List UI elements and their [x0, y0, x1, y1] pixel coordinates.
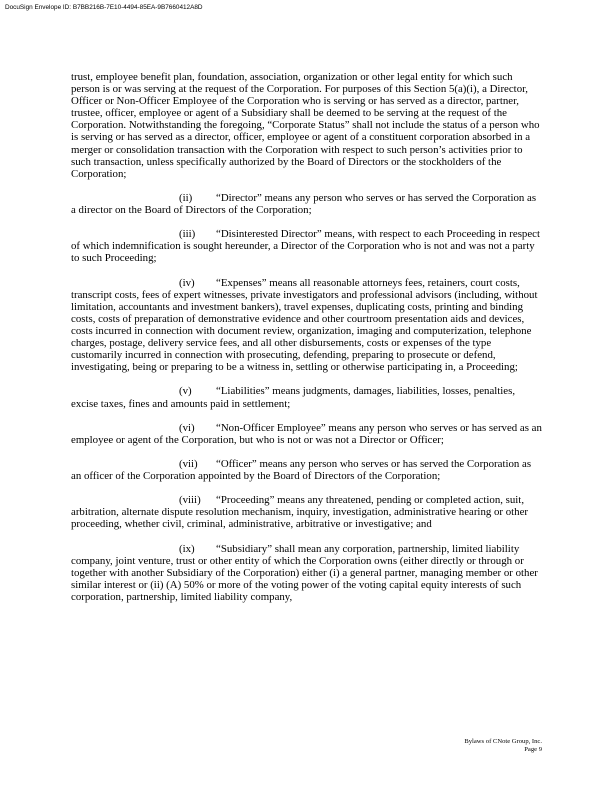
definition-text: “Liabilities” means judgments, damages, liabilities, losses, penalties, excise taxes, fines and amounts paid in settlement; — [71, 385, 516, 410]
definition-v — [71, 385, 543, 409]
definition-iii — [71, 228, 543, 264]
definition-iv — [71, 277, 543, 374]
definition-vi — [71, 422, 543, 446]
page-footer — [464, 738, 542, 754]
definition-ix — [71, 543, 543, 603]
definition-label: (v) — [179, 385, 192, 398]
definition-text: “Disinterested Director” means, with respect to each Proceeding in respect of which indemnification is sought hereunder, a Director of the Corporation who is not and was not a party to such Proceeding; — [71, 228, 540, 265]
definition-text: “Director” means any person who serves or has served the Corporation as a director on the Board of Directors of the Corporation; — [71, 191, 537, 217]
definition-vii — [71, 458, 543, 482]
definition-viii — [71, 494, 543, 530]
envelope-id: DocuSign Envelope ID: B7BB216B-7E10-4494-85EA-9B7660412A8D — [5, 4, 203, 11]
definition-label: (iii) — [179, 228, 196, 241]
definition-label: (iv) — [179, 276, 195, 289]
definition-text: “Proceeding” means any threatened, pending or completed action, suit, arbitration, alternate dispute resolution mechanism, inquiry, investigation, administrative hearing or other proceeding, whether civil, criminal, administrative, arbitrative or investigative; and — [71, 494, 529, 531]
footer-doc-title: Bylaws of CNote Group, Inc. — [464, 738, 542, 745]
definition-text: “Subsidiary” shall mean any corporation, partnership, limited liability company, joint venture, trust or other entity of which the Corporation owns (either directly or through or together with another Subsidiary of the Corporation) either (i) a general partner, managing member or other similar interest or (ii) (A) 50% or more of the voting power of the voting capital equity interests of such corporation, partnership, limited liability company, — [71, 542, 538, 604]
definition-label: (vi) — [179, 421, 195, 434]
definition-text: “Expenses” means all reasonable attorneys fees, retainers, court costs, transcript costs, fees of expert witnesses, private investigators and professional advisors (including, without limitation, accountants and investment bankers), travel expenses, duplicating costs, printing and binding costs, costs of preparation of demonstrative evidence and other courtroom presentation aids and devices, costs incurred in connection with document review, organization, imaging and computerization, telephone charges, postage, delivery service fees, and all other disbursements, costs or expenses of the type customarily incurred in connection with prosecuting, defending, preparing to prosecute or defend, investigating, being or preparing to be a witness in, settling or otherwise participating in, a Proceeding; — [71, 276, 538, 374]
definition-text: “Officer” means any person who serves or has served the Corporation as an officer of the Corporation appointed by the Board of Directors of the Corporation; — [71, 458, 532, 483]
definition-label: (vii) — [179, 458, 198, 470]
intro-paragraph: trust, employee benefit plan, foundation, association, organization or other legal entity for which such person is or was serving at the request of the Corporation. For purposes of this Section 5(a)(i), a Director, Officer or Non-Officer Employee of the Corporation who is serving or has served as a director, partner, trustee, officer, employee or agent of a Subsidiary shall be deemed to be serving at the request of the Corporation. Notwithstanding the foregoing, “Corporate Status” shall not include the status of a person who is serving or has served as a director, officer, employee or agent of a constituent corporation absorbed in a merger or consolidation transaction with the Corporation with respect to such person’s activities prior to such transaction, unless specifically authorized by the Board of Directors or the stockholders of the Corporation; — [71, 71, 540, 180]
document-body — [71, 71, 543, 603]
definition-text: “Non-Officer Employee” means any person who serves or has served as an employee or agent of the Corporation, but who is not or was not a Director or Officer; — [71, 421, 542, 446]
definition-ii — [71, 192, 543, 216]
definition-label: (ii) — [179, 191, 193, 204]
definition-label: (ix) — [179, 542, 195, 555]
footer-page-number: Page 9 — [524, 746, 542, 754]
definition-label: (viii) — [179, 494, 201, 507]
